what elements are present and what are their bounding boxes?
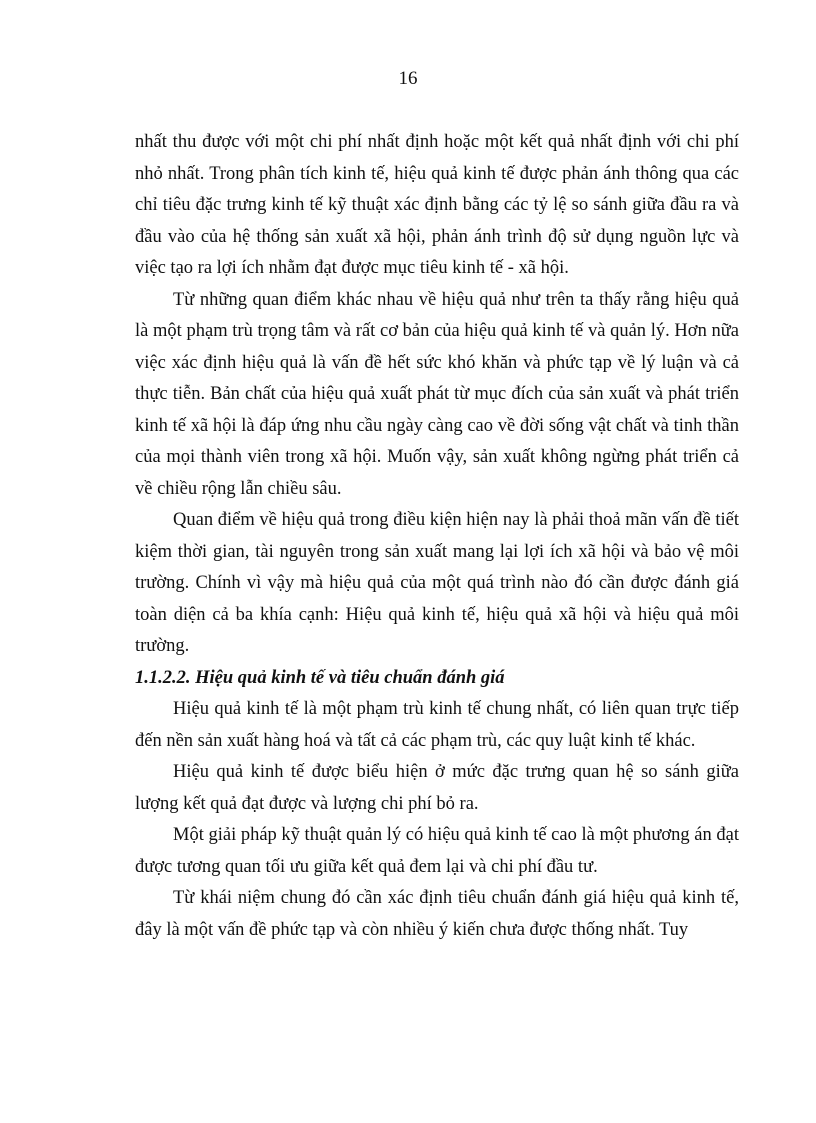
body-text: [135, 127, 739, 946]
paragraph-technical-solution: Một giải pháp kỹ thuật quản lý có hiệu quả kinh tế cao là một phương án đạt được tương quan tối ưu giữa kết quả đem lại và chi phí đầu tư.: [135, 825, 739, 877]
paragraph-continuation: nhất thu được với một chi phí nhất định hoặc một kết quả nhất định với chi phí nhỏ nhất. Trong phân tích kinh tế, hiệu quả kinh tế được phản ánh thông qua các chỉ tiêu đặc trưng kinh tế kỹ thuật xác định bằng các tỷ lệ so sánh giữa đầu ra và đầu vào của hệ thống sản xuất xã hội, phản ánh trình độ sử dụng nguồn lực và việc tạo ra lợi ích nhằm đạt được mục tiêu kinh tế - xã hội.: [135, 132, 739, 278]
paragraph-efficiency-expression: Hiệu quả kinh tế được biểu hiện ở mức đặc trưng quan hệ so sánh giữa lượng kết quả đạt được và lượng chi phí bỏ ra.: [135, 762, 739, 814]
section-heading: 1.1.2.2. Hiệu quả kinh tế và tiêu chuẩn đánh giá: [135, 667, 505, 688]
paragraph-economic-efficiency: Hiệu quả kinh tế là một phạm trù kinh tế chung nhất, có liên quan trực tiếp đến nền sản xuất hàng hoá và tất cả các phạm trù, các quy luật kinh tế khác.: [135, 699, 739, 751]
paragraph-efficiency-views: Từ những quan điểm khác nhau về hiệu quả như trên ta thấy rằng hiệu quả là một phạm trù trọng tâm và rất cơ bản của hiệu quả kinh tế và quản lý. Hơn nữa việc xác định hiệu quả là vấn đề hết sức khó khăn và phức tạp về lý luận và cả thực tiễn. Bản chất của hiệu quả xuất phát từ mục đích của sản xuất và phát triển kinh tế xã hội là đáp ứng nhu cầu ngày càng cao về đời sống vật chất và tinh thần của mọi thành viên trong xã hội. Muốn vậy, sản xuất không ngừng phát triển cả về chiều rộng lẫn chiều sâu.: [135, 289, 739, 499]
paragraph-evaluation-criteria: Từ khái niệm chung đó cần xác định tiêu chuẩn đánh giá hiệu quả kinh tế, đây là một vấn đề phức tạp và còn nhiều ý kiến chưa được thống nhất. Tuy: [135, 888, 739, 940]
paragraph-current-conditions: Quan điểm về hiệu quả trong điều kiện hiện nay là phải thoả mãn vấn đề tiết kiệm thời gian, tài nguyên trong sản xuất mang lại lợi ích xã hội và bảo vệ môi trường. Chính vì vậy mà hiệu quả của một quá trình nào đó cần được đánh giá toàn diện cả ba khía cạnh: Hiệu quả kinh tế, hiệu quả xã hội và hiệu quả môi trường.: [135, 510, 739, 656]
page-number: 16: [398, 68, 418, 89]
